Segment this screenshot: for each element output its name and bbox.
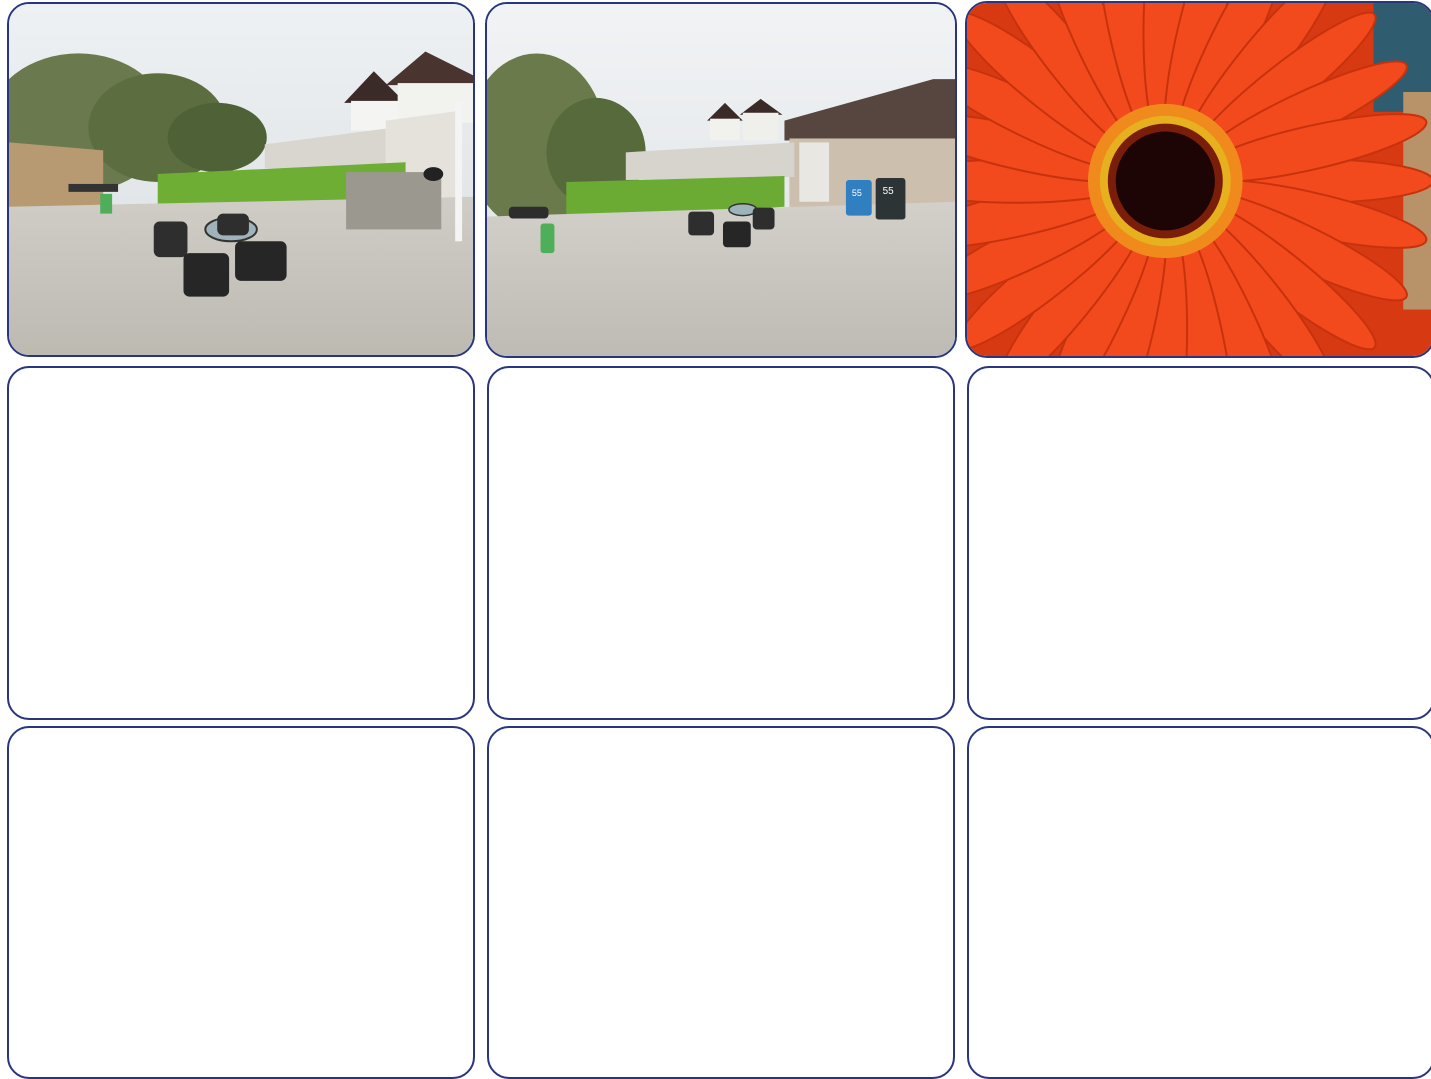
grey-bin-number: 55 <box>882 185 894 197</box>
grey-bin <box>876 178 906 220</box>
patio-garden-photo <box>9 4 473 355</box>
gallery-tile-8[interactable] <box>487 726 955 1079</box>
gallery-tile-7[interactable] <box>7 726 475 1079</box>
gallery-tile-9[interactable] <box>967 726 1431 1079</box>
gallery-tile-3[interactable] <box>965 1 1431 358</box>
gallery-tile-5[interactable] <box>487 366 955 720</box>
patio-garden-wide-photo <box>487 4 955 356</box>
gallery-tile-1[interactable] <box>7 2 475 357</box>
gallery-tile-2[interactable] <box>485 2 957 358</box>
gallery-tile-6[interactable] <box>967 366 1431 720</box>
orange-gerbera-photo <box>967 3 1431 356</box>
blue-bin-number: 55 <box>851 187 862 198</box>
gallery-tile-4[interactable] <box>7 366 475 720</box>
